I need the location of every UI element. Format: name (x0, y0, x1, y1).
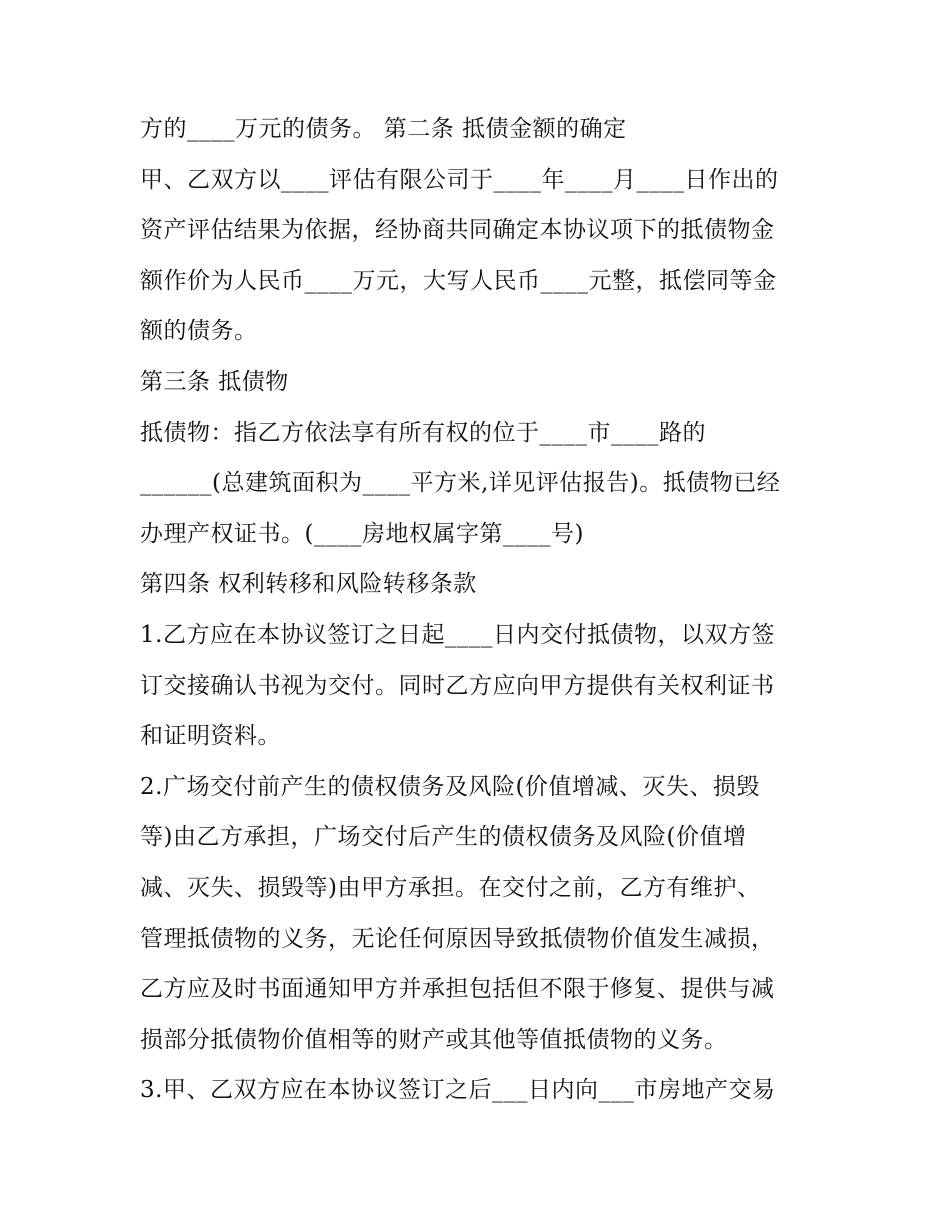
text-line: ______(总建筑面积为____平方米,详见评估报告)。抵债物已经 (140, 470, 781, 496)
text-line: 乙方应及时书面通知甲方并承担包括但不限于修复、提供与减 (140, 976, 775, 1002)
text-line: 减、灭失、损毁等)由甲方承担。在交付之前，乙方有维护、 (140, 875, 761, 901)
text-line: 办理产权证书。(____房地权属字第____号) (140, 521, 584, 547)
text-line: 和证明资料。 (140, 723, 281, 749)
text-line: 额的债务。 (140, 318, 258, 344)
text-line: 方的____万元的债务。 第二条 抵债金额的确定 (140, 116, 627, 142)
text-line: 1.乙方应在本协议签订之日起____日内交付抵债物，以双方签 (140, 622, 775, 648)
text-line: 3.甲、乙双方应在本协议签订之后___日内向___市房地产交易 (140, 1077, 776, 1103)
text-line: 2.广场交付前产生的债权债务及风险(价值增减、灭失、损毁 (140, 774, 760, 800)
section-heading: 第四条 权利转移和风险转移条款 (140, 571, 477, 597)
text-line: 资产评估结果为依据，经协商共同确定本协议项下的抵债物金 (140, 217, 775, 243)
text-line: 甲、乙双方以____评估有限公司于____年____月____日作出的 (140, 167, 779, 193)
text-line: 抵债物：指乙方依法享有所有权的位于____市____路的 (140, 420, 706, 446)
text-line: 损部分抵债物价值相等的财产或其他等值抵债物的义务。 (140, 1027, 728, 1053)
text-line: 管理抵债物的义务，无论任何原因导致抵债物价值发生减损， (140, 926, 775, 952)
text-line: 订交接确认书视为交付。同时乙方应向甲方提供有关权利证书 (140, 673, 775, 699)
section-heading: 第三条 抵债物 (140, 369, 289, 395)
text-line: 等)由乙方承担，广场交付后产生的债权债务及风险(价值增 (140, 824, 747, 850)
text-line: 额作价为人民币____万元，大写人民币____元整，抵偿同等金 (140, 268, 777, 294)
